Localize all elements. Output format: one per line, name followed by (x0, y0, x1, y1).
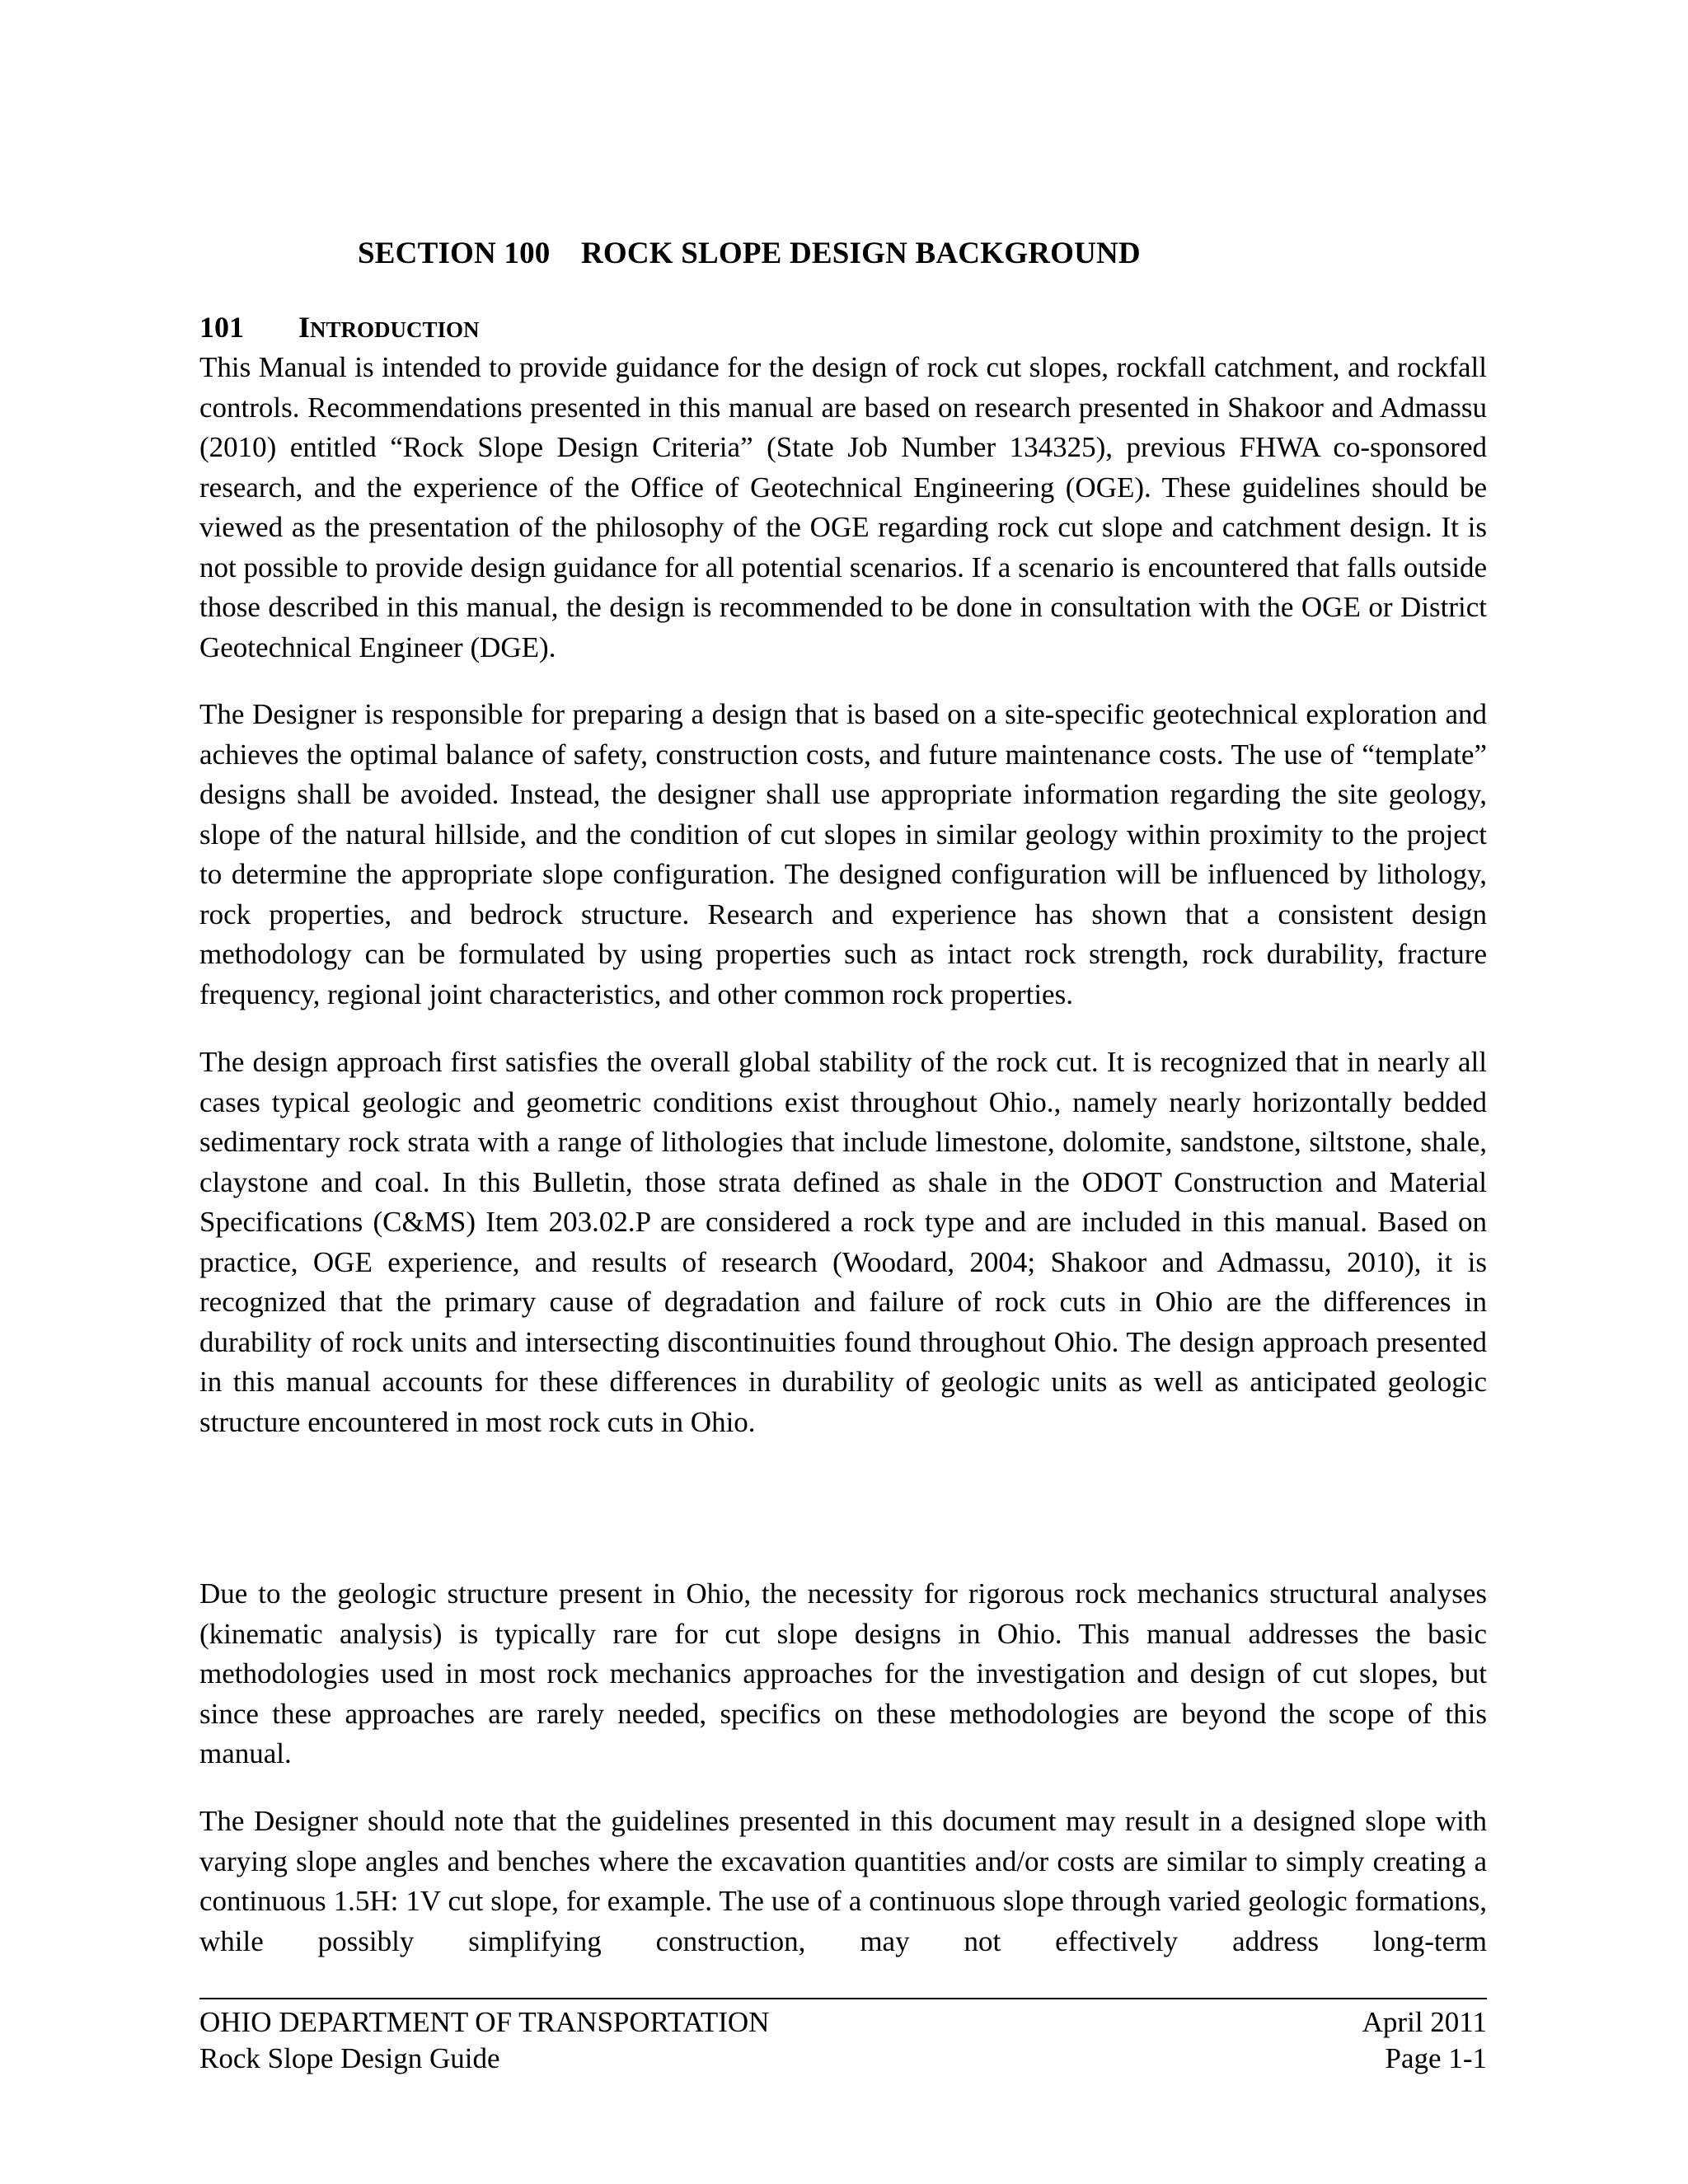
footer-line-1 (199, 2004, 1487, 2041)
footer-organization: OHIO DEPARTMENT OF TRANSPORTATION (199, 2006, 770, 2038)
paragraph-designer-responsibility: The Designer is responsible for preparing a design that is based on a site-specific geotechnical exploration and achieves the optimal balance of safety, construction costs, and future maintenance costs. The use of “template” designs shall be avoided. Instead, the designer shall use appropriate information regarding the site geology, slope of the natural hillside, and the condition of cut slopes in similar geology within proximity to the project to determine the appropriate slope configuration. The designed configuration will be influenced by lithology, rock properties, and bedrock structure. Research and experience has shown that a consistent design methodology can be formulated by using properties such as intact rock strength, rock durability, fracture frequency, regional joint characteristics, and other common rock properties. (199, 698, 1487, 1010)
footer-divider (199, 1998, 1487, 1999)
section-title: ROCK SLOPE DESIGN BACKGROUND (580, 237, 1141, 270)
footer-line-2 (199, 2041, 1487, 2077)
subsection-number: 101 (199, 311, 244, 344)
footer-document-title: Rock Slope Design Guide (199, 2042, 500, 2074)
subsection-heading (199, 310, 480, 344)
subsection-title-rest: NTRODUCTION (310, 317, 480, 342)
paragraph-intro: This Manual is intended to provide guidance for the design of rock cut slopes, rockfall catchment, and rockfall controls. Recommendations presented in this manual are based on research presented in Shakoor and Admassu (2010) entitled “Rock Slope Design Criteria” (State Job Number 134325), previous FHWA co-sponsored research, and the experience of the Office of Geotechnical Engineering (OGE). These guidelines should be viewed as the presentation of the philosophy of the OGE regarding rock cut slope and catchment design. It is not possible to provide design guidance for all potential scenarios. If a scenario is encountered that falls outside those described in this manual, the design is recommended to be done in consultation with the OGE or District Geotechnical Engineer (DGE). (199, 351, 1487, 663)
section-number: SECTION 100 (358, 237, 551, 270)
paragraph-design-approach: The design approach first satisfies the overall global stability of the rock cut. It is recognized that in nearly all cases typical geologic and geometric conditions exist throughout Ohio., namely nearly horizontally bedded sedimentary rock strata with a range of lithologies that include limestone, dolomite, sandstone, siltstone, shale, claystone and coal. In this Bulletin, those strata defined as shale in the ODOT Construction and Material Specifications (C&MS) Item 203.02.P are considered a rock type and are included in this manual. Based on practice, OGE experience, and results of research (Woodard, 2004; Shakoor and Admassu, 2010), it is recognized that the primary cause of degradation and failure of rock cuts in Ohio are the differences in durability of rock units and intersecting discontinuities found throughout Ohio. The design approach presented in this manual accounts for these differences in durability of geologic units as well as anticipated geologic structure encountered in most rock cuts in Ohio. (199, 1046, 1487, 1438)
section-heading (358, 236, 1141, 271)
paragraph-designer-note: The Designer should note that the guidelines presented in this document may result in a designed slope with varying slope angles and benches where the excavation quantities and/or costs are similar to simply creating a continuous 1.5H: 1V cut slope, for example. The use of a continuous slope through varied geologic formations, while possibly simplifying construction, may not effectively address long-term (199, 1805, 1487, 1957)
paragraph-structural-analysis: Due to the geologic structure present in Ohio, the necessity for rigorous rock mechanics structural analyses (kinematic analysis) is typically rare for cut slope designs in Ohio. This manual addresses the basic methodologies used in most rock mechanics approaches for the investigation and design of cut slopes, but since these approaches are rarely needed, specifics on these methodologies are beyond the scope of this manual. (199, 1577, 1487, 1769)
footer-date: April 2011 (1362, 2006, 1487, 2038)
footer-page-number: Page 1-1 (1385, 2042, 1487, 2074)
subsection-title-initial: I (298, 311, 311, 344)
